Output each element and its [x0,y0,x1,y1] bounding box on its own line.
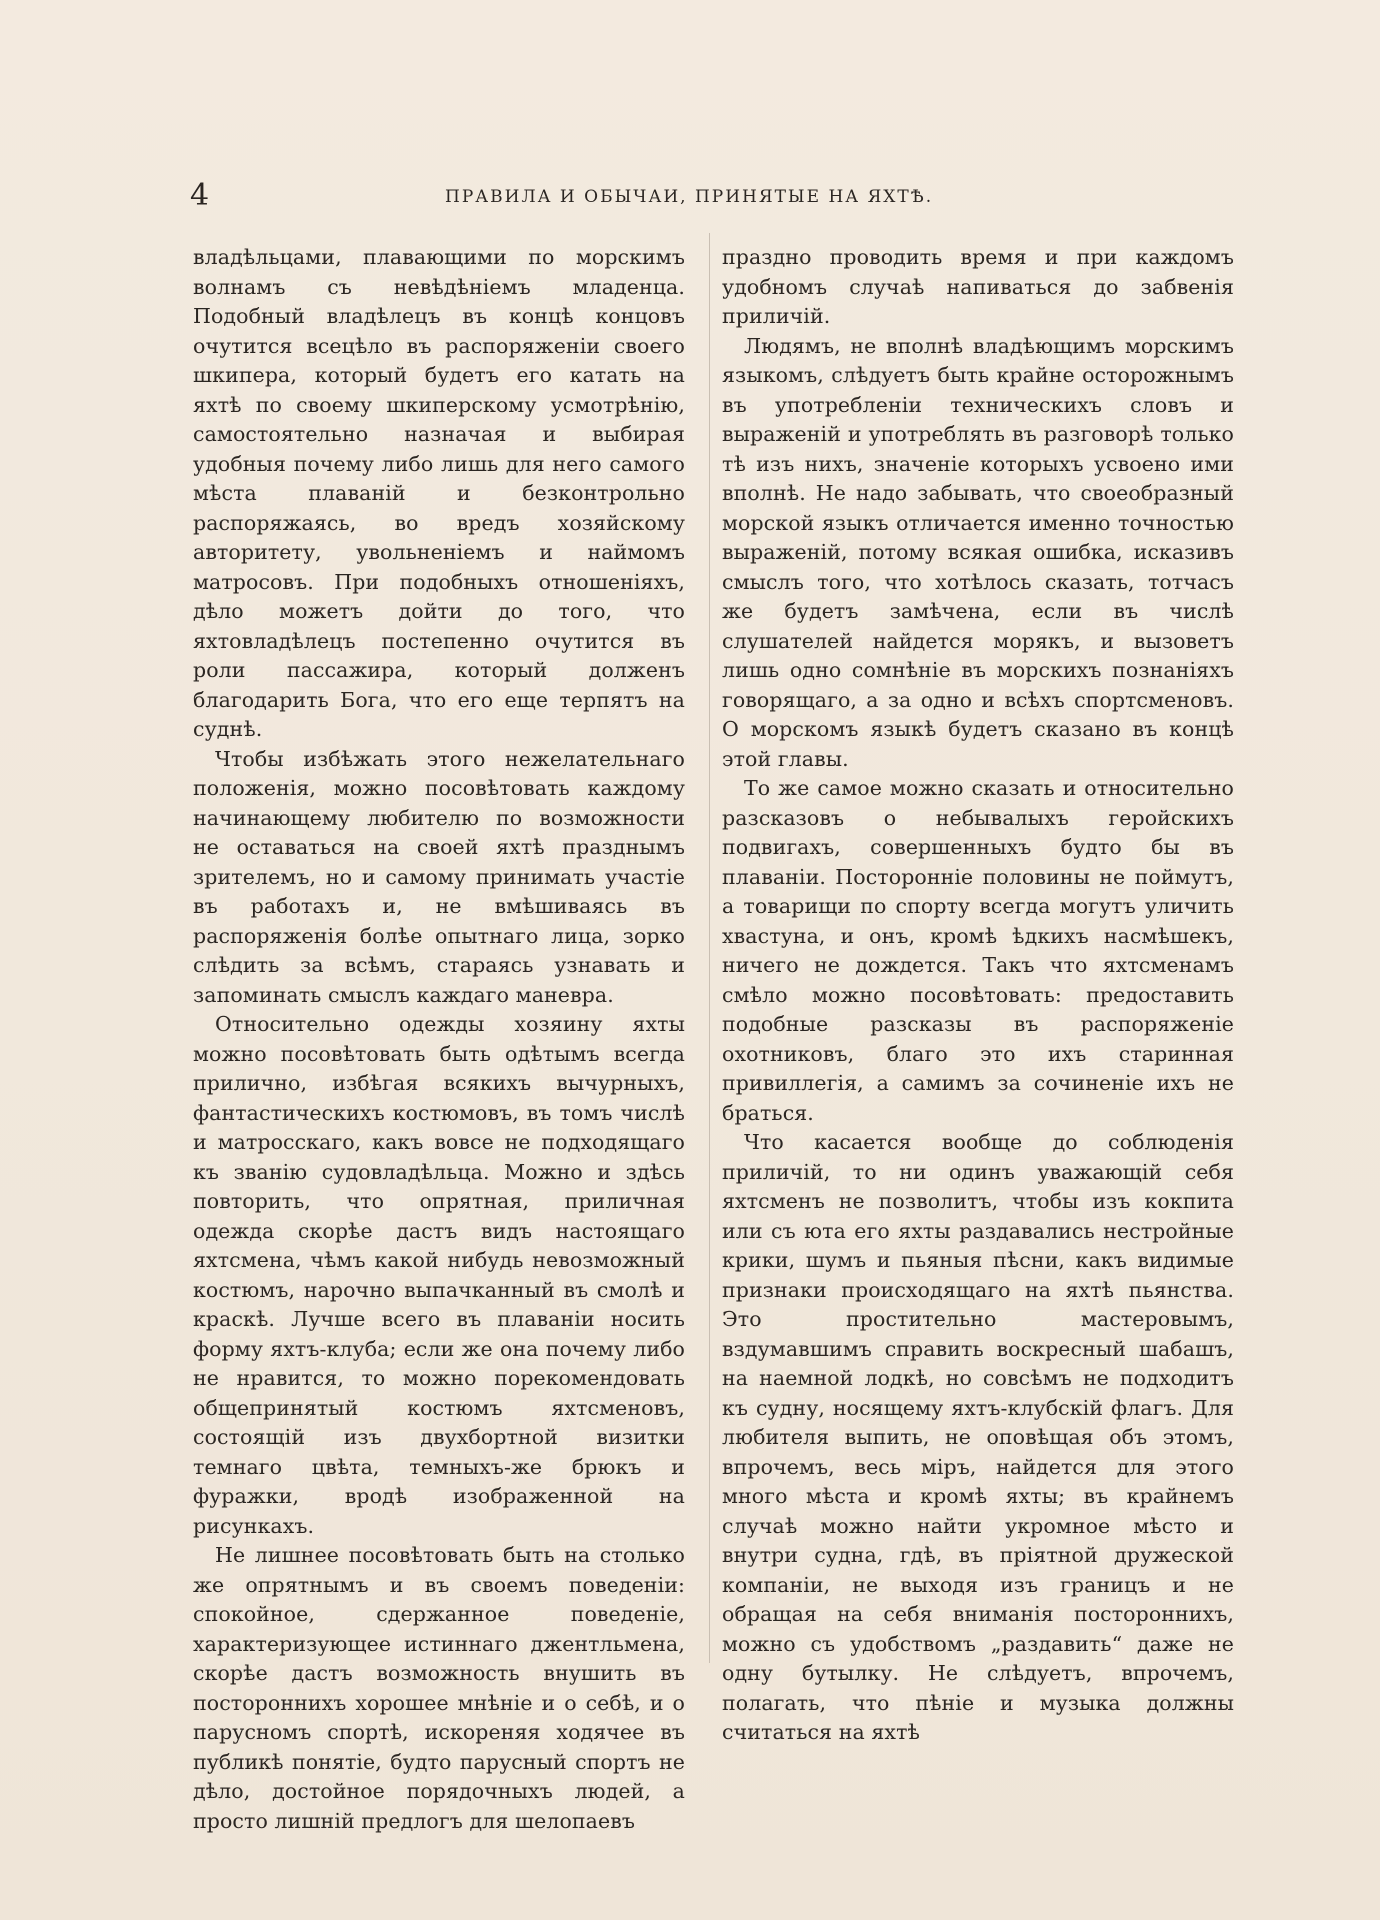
right-column [722,243,1234,1748]
running-head: ПРАВИЛА И ОБЫЧАИ, ПРИНЯТЫЕ НА ЯХТѢ. [445,187,934,207]
paragraph: То же самое можно сказать и относительно разсказовъ о небывалыхъ геройскихъ подвигахъ, совершенныхъ будто бы въ плаваніи. Посторонніе половины не поймутъ, а товарищи по спорту всегда могутъ уличить хвастуна, и онъ, кромѣ ѣдкихъ насмѣшекъ, ничего не дождется. Такъ что яхтсменамъ смѣло можно посовѣтовать: предоставить подобные разсказы въ распоряженіе охотниковъ, благо это ихъ старинная привиллегія, а самимъ за сочиненіе ихъ не браться. [722,776,1234,1125]
paragraph: Людямъ, не вполнѣ владѣющимъ морскимъ языкомъ, слѣдуетъ быть крайне осторожнымъ въ употребленіи техническихъ словъ и выраженій и употреблять въ разговорѣ только тѣ изъ нихъ, значеніе которыхъ усвоено ими вполнѣ. Не надо забывать, что своеобразный морской языкъ отличается именно точностью выраженій, потому всякая ошибка, исказивъ смыслъ того, что хотѣлось сказать, тотчасъ же будетъ замѣчена, если въ числѣ слушателей найдется морякъ, и вызоветъ лишь одно сомнѣніе въ морскихъ познаніяхъ говорящаго, а за одно и всѣхъ спортсменовъ. О морскомъ языкѣ будетъ сказано въ концѣ этой главы. [722,333,1234,771]
paragraph: Не лишнее посовѣтовать быть на столько же опрятнымъ и въ своемъ поведеніи: спокойное, сдержанное поведеніе, характеризующее истиннаго джентльмена, скорѣе дастъ возможность внушить въ постороннихъ хорошее мнѣніе и о себѣ, и о парусномъ спортѣ, искореняя ходячее въ публикѣ понятіе, будто парусный спортъ не дѣло, достойное порядочныхъ людей, а просто лишній предлогъ для шелопаевъ [193,1543,685,1833]
paragraph: Чтобы избѣжать этого нежелательнаго положенія, можно посовѣтовать каждому начинающему любителю по возможности не оставаться на своей яхтѣ празднымъ зрителемъ, но и самому принимать участіе въ работахъ и, не вмѣшиваясь въ распоряженія болѣе опытнаго лица, зорко слѣдить за всѣмъ, стараясь узнавать и запоминать смыслъ каждаго маневра. [193,746,685,1007]
left-column [193,243,685,1836]
page-number: 4 [190,178,210,213]
column-divider [709,233,710,1663]
paragraph: владѣльцами, плавающими по морскимъ волнамъ съ невѣдѣніемъ младенца. Подобный владѣлецъ въ концѣ концовъ очутится всецѣло въ распоряженіи своего шкипера, который будетъ его катать на яхтѣ по своему шкиперскому усмотрѣнію, самостоятельно назначая и выбирая удобныя почему либо лишь для него самого мѣста плаваній и безконтрольно распоряжаясь, во вредъ хозяйскому авторитету, увольненіемъ и наймомъ матросовъ. При подобныхъ отношеніяхъ, дѣло можетъ дойти до того, что яхтовладѣлецъ постепенно очутится въ роли пассажира, который долженъ благодарить Бога, что его еще терпятъ на суднѣ. [193,245,685,741]
page-header [190,178,1235,214]
paragraph: Что касается вообще до соблюденія приличій, то ни одинъ уважающій себя яхтсменъ не позволитъ, чтобы изъ кокпита или съ юта его яхты раздавались нестройные крики, шумъ и пьяныя пѣсни, какъ видимые признаки происходящаго на яхтѣ пьянства. Это простительно мастеровымъ, вздумавшимъ справить воскресный шабашъ, на наемной лодкѣ, но совсѣмъ не подходитъ къ судну, носящему яхтъ-клубскій флагъ. Для любителя выпить, не оповѣщая объ этомъ, впрочемъ, весь міръ, найдется для этого много мѣста и кромѣ яхты; въ крайнемъ случаѣ можно найти укромное мѣсто и внутри судна, гдѣ, въ пріятной дружеской компаніи, не выходя изъ границъ и не обращая на себя вниманія постороннихъ, можно съ удобствомъ „раздавить“ даже не одну бутылку. Не слѣдуетъ, впрочемъ, полагать, что пѣніе и музыка должны считаться на яхтѣ [722,1130,1234,1744]
paragraph: Относительно одежды хозяину яхты можно посовѣтовать быть одѣтымъ всегда прилично, избѣгая всякихъ вычурныхъ, фантастическихъ костюмовъ, въ томъ числѣ и матросскаго, какъ вовсе не подходящаго къ званію судовладѣльца. Можно и здѣсь повторить, что опрятная, приличная одежда скорѣе дастъ видъ настоящаго яхтсмена, чѣмъ какой нибудь невозможный костюмъ, нарочно выпачканный въ смолѣ и краскѣ. Лучше всего въ плаваніи носить форму яхтъ-клуба; если же она почему либо не нравится, то можно порекомендовать общепринятый костюмъ яхтсменовъ, состоящій изъ двухбортной визитки темнаго цвѣта, темныхъ-же брюкъ и фуражки, вродѣ изображенной на рисункахъ. [193,1012,685,1538]
paragraph: праздно проводить время и при каждомъ удобномъ случаѣ напиваться до забвенія приличій. [722,245,1234,328]
